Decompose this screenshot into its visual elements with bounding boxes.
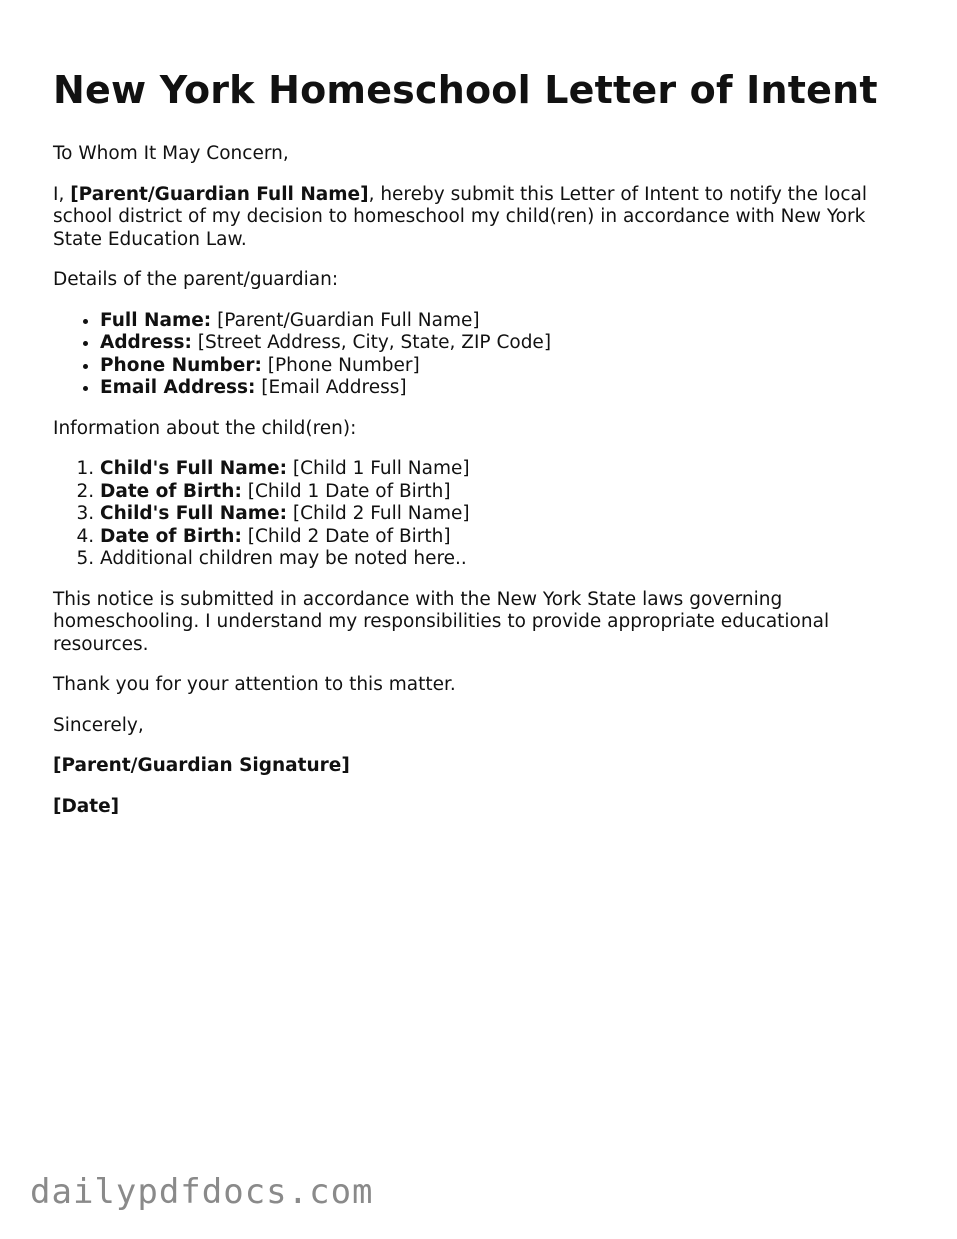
item-label: Date of Birth: bbox=[100, 525, 242, 547]
intro-name-placeholder: [Parent/Guardian Full Name] bbox=[70, 183, 369, 205]
page-title: New York Homeschool Letter of Intent bbox=[53, 68, 878, 112]
watermark: dailypdfdocs.com bbox=[30, 1172, 374, 1212]
item-value: [Child 2 Full Name] bbox=[287, 503, 470, 524]
item-value: [Phone Number] bbox=[261, 354, 420, 376]
list-item bbox=[100, 332, 913, 355]
intro-suffix: , hereby submit this Letter of Intent to notify the local school district of my decision to homeschool my child(ren) in accordance with New York State Education Law. bbox=[53, 183, 868, 250]
list-item bbox=[100, 377, 913, 400]
children-section-heading: Information about the child(ren): bbox=[53, 417, 357, 439]
intro-prefix: I, bbox=[53, 183, 71, 205]
list-item bbox=[100, 548, 913, 571]
item-value: [Child 1 Full Name] bbox=[287, 458, 470, 479]
list-item bbox=[100, 355, 913, 378]
item-label: Date of Birth: bbox=[100, 480, 242, 502]
item-value: [Street Address, City, State, ZIP Code] bbox=[191, 332, 552, 353]
item-label: Phone Number: bbox=[100, 354, 262, 376]
item-label: Child's Full Name: bbox=[100, 458, 287, 479]
item-value: [Email Address] bbox=[255, 377, 407, 398]
signature-placeholder: [Parent/Guardian Signature] bbox=[53, 755, 350, 776]
item-value: [Child 2 Date of Birth] bbox=[241, 525, 451, 547]
letter-page bbox=[53, 62, 913, 836]
date-line bbox=[53, 796, 913, 819]
closing: Sincerely, bbox=[53, 714, 144, 736]
item-value: [Parent/Guardian Full Name] bbox=[211, 309, 480, 331]
item-label: Child's Full Name: bbox=[100, 503, 287, 524]
list-item bbox=[100, 526, 913, 549]
item-label: Address: bbox=[100, 332, 192, 353]
date-placeholder: [Date] bbox=[53, 795, 120, 817]
list-item bbox=[100, 481, 913, 504]
parent-section-heading: Details of the parent/guardian: bbox=[53, 269, 339, 290]
list-item bbox=[100, 458, 913, 481]
item-value: Additional children may be noted here.. bbox=[100, 548, 467, 569]
notice-paragraph: This notice is submitted in accordance with the New York State laws governing homeschooling. I understand my responsibilities to provide appropriate educational resources. bbox=[53, 588, 830, 655]
item-label: Email Address: bbox=[100, 377, 256, 398]
intro-paragraph bbox=[53, 184, 913, 252]
salutation: To Whom It May Concern, bbox=[53, 143, 289, 164]
parent-details-list bbox=[53, 310, 913, 400]
thanks-paragraph: Thank you for your attention to this matter. bbox=[53, 674, 456, 695]
signature-line bbox=[53, 755, 913, 778]
item-value: [Child 1 Date of Birth] bbox=[241, 480, 451, 502]
list-item bbox=[100, 310, 913, 333]
children-details-list bbox=[53, 458, 913, 571]
list-item bbox=[100, 503, 913, 526]
item-label: Full Name: bbox=[100, 309, 212, 331]
